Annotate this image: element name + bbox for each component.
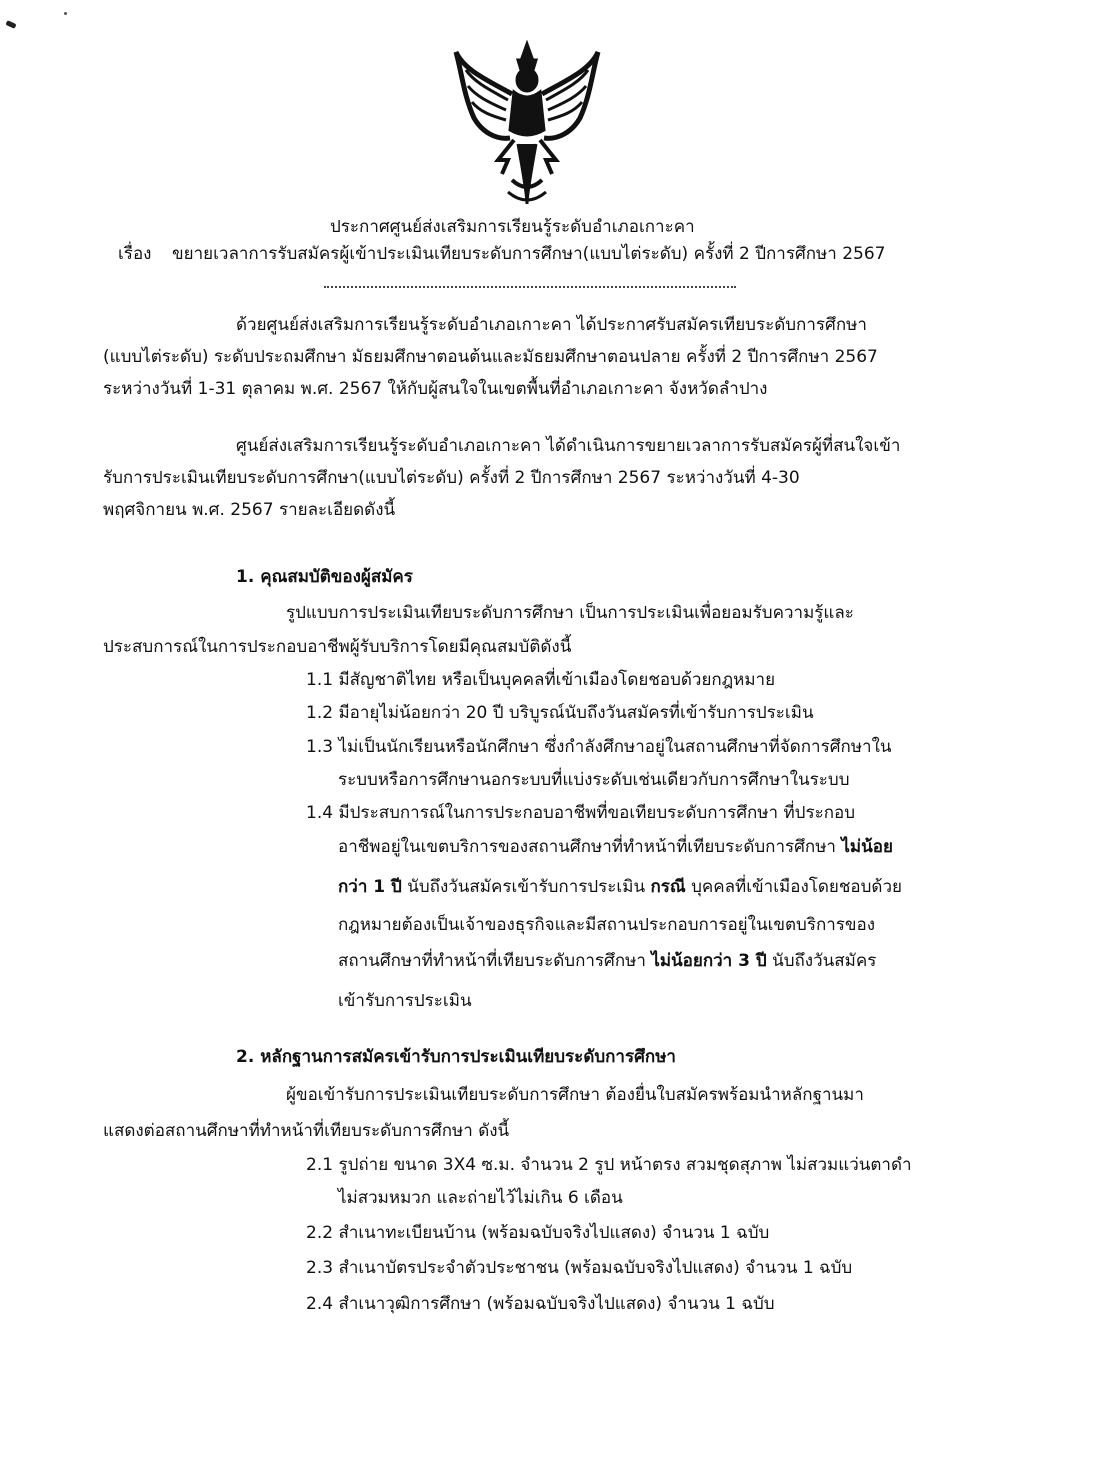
section1-intro-line: ประสบการณ์ในการประกอบอาชีพผู้รับบริการโดยมีคุณสมบัติดังนี้	[103, 637, 572, 657]
item-2-4: 2.4 สำเนาวุฒิการศึกษา (พร้อมฉบับจริงไปแสดง) จำนวน 1 ฉบับ	[306, 1294, 775, 1314]
section1-heading: 1. คุณสมบัติของผู้สมัคร	[236, 567, 413, 587]
item-1-1: 1.1 มีสัญชาติไทย หรือเป็นบุคคลที่เข้าเมืองโดยชอบด้วยกฎหมาย	[306, 670, 776, 690]
section1-intro-line: รูปแบบการประเมินเทียบระดับการศึกษา เป็นการประเมินเพื่อยอมรับความรู้และ	[286, 603, 854, 623]
item-1-4-text: นับถึงวันสมัคร	[766, 951, 877, 971]
dotted-separator	[324, 286, 736, 288]
item-2-1-line: 2.1 รูปถ่าย ขนาด 3X4 ซ.ม. จำนวน 2 รูป หน้าตรง สวมชุดสุภาพ ไม่สวมแว่นตาดำ	[306, 1155, 912, 1175]
item-1-4-emphasis: ไม่น้อย	[841, 837, 893, 857]
item-1-4-line: เข้ารับการประเมิน	[338, 991, 472, 1011]
section2-intro-line: ผู้ขอเข้ารับการประเมินเทียบระดับการศึกษา ต้องยื่นใบสมัครพร้อมนำหลักฐานมา	[286, 1085, 864, 1105]
section2-intro-line: แสดงต่อสถานศึกษาที่ทำหน้าที่เทียบระดับการศึกษา ดังนี้	[103, 1121, 510, 1141]
item-1-4-line	[338, 836, 893, 858]
intro-p2-line: พฤศจิกายน พ.ศ. 2567 รายละเอียดดังนี้	[103, 500, 396, 520]
item-1-4-text: อาชีพอยู่ในเขตบริการของสถานศึกษาที่ทำหน้าที่เทียบระดับการศึกษา	[338, 837, 842, 857]
item-1-2: 1.2 มีอายุไม่น้อยกว่า 20 ปี บริบูรณ์นับถึงวันสมัครที่เข้ารับการประเมิน	[306, 703, 814, 723]
item-1-4-text: สถานศึกษาที่ทำหน้าที่เทียบระดับการศึกษา	[338, 951, 652, 971]
item-2-2: 2.2 สำเนาทะเบียนบ้าน (พร้อมฉบับจริงไปแสดง) จำนวน 1 ฉบับ	[306, 1223, 770, 1243]
scan-mark	[5, 20, 16, 29]
item-1-4-line: กฎหมายต้องเป็นเจ้าของธุรกิจและมีสถานประกอบการอยู่ในเขตบริการของ	[338, 915, 876, 935]
intro-p2-line: ศูนย์ส่งเสริมการเรียนรู้ระดับอำเภอเกาะคา ได้ดำเนินการขยายเวลาการรับสมัครผู้ที่สนใจเข้า	[236, 436, 901, 456]
section2-heading: 2. หลักฐานการสมัครเข้ารับการประเมินเทียบระดับการศึกษา	[236, 1047, 676, 1067]
intro-p1-line: ระหว่างวันที่ 1-31 ตุลาคม พ.ศ. 2567 ให้กับผู้สนใจในเขตพื้นที่อำเภอเกาะคา จังหวัดลำปาง	[103, 379, 768, 399]
item-1-4-emphasis: ไม่น้อยกว่า 3 ปี	[651, 951, 767, 971]
announcement-title: ประกาศศูนย์ส่งเสริมการเรียนรู้ระดับอำเภอเกาะคา	[330, 217, 695, 237]
intro-p1-line: ด้วยศูนย์ส่งเสริมการเรียนรู้ระดับอำเภอเกาะคา ได้ประกาศรับสมัครเทียบระดับการศึกษา	[236, 315, 867, 335]
item-1-4-emphasis: กว่า 1 ปี	[338, 877, 402, 897]
intro-p2-line: รับการประเมินเทียบระดับการศึกษา(แบบไต่ระดับ) ครั้งที่ 2 ปีการศึกษา 2567 ระหว่างวันที่ 4-30	[103, 468, 800, 488]
item-1-4-line: 1.4 มีประสบการณ์ในการประกอบอาชีพที่ขอเทียบระดับการศึกษา ที่ประกอบ	[306, 803, 856, 823]
item-1-4-line	[338, 950, 876, 972]
item-1-3-line: ระบบหรือการศึกษานอกระบบที่แบ่งระดับเช่นเดียวกับการศึกษาในระบบ	[338, 770, 850, 790]
item-1-3-line: 1.3 ไม่เป็นนักเรียนหรือนักศึกษา ซึ่งกำลังศึกษาอยู่ในสถานศึกษาที่จัดการศึกษาใน	[306, 737, 892, 757]
item-2-3: 2.3 สำเนาบัตรประจำตัวประชาชน (พร้อมฉบับจริงไปแสดง) จำนวน 1 ฉบับ	[306, 1258, 853, 1278]
intro-p1-line: (แบบไต่ระดับ) ระดับประถมศึกษา มัธยมศึกษาตอนต้นและมัธยมศึกษาตอนปลาย ครั้งที่ 2 ปีการศึกษา 2567	[103, 347, 878, 367]
item-1-4-line	[338, 876, 902, 898]
item-1-4-text: บุคคลที่เข้าเมืองโดยชอบด้วย	[685, 877, 902, 897]
item-2-1-line: ไม่สวมหมวก และถ่ายไว้ไม่เกิน 6 เดือน	[338, 1188, 623, 1208]
item-1-4-emphasis: กรณี	[650, 877, 686, 897]
garuda-emblem-icon	[452, 40, 602, 210]
subject-label: เรื่อง	[118, 244, 152, 264]
scan-dot	[64, 12, 67, 15]
announcement-subject: ขยายเวลาการรับสมัครผู้เข้าประเมินเทียบระดับการศึกษา(แบบไต่ระดับ) ครั้งที่ 2 ปีการศึกษา 2567	[172, 244, 886, 264]
item-1-4-text: นับถึงวันสมัครเข้ารับการประเมิน	[401, 877, 651, 897]
